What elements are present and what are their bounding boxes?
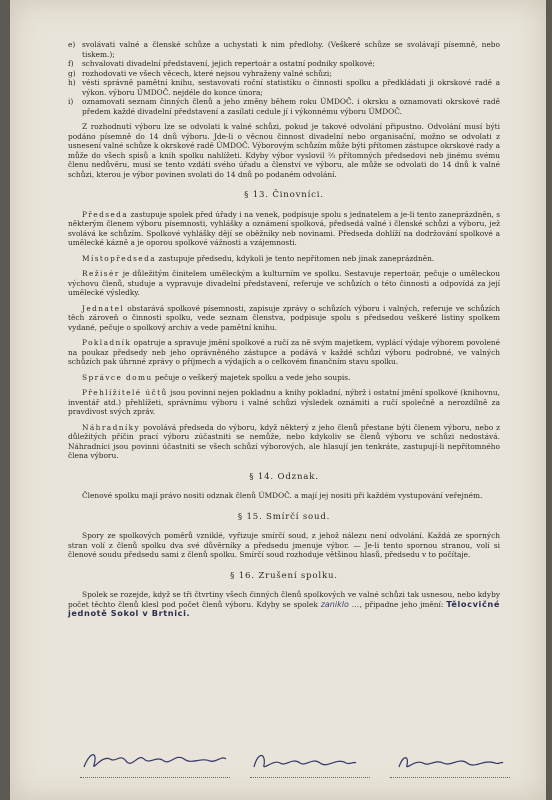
appeal-paragraph: Z rozhodnutí výboru lze se odvolati k valné schůzi, pokud je takové odvolání připustno. Odvolání musí býti podáno písemně do 14 dnů výboru. Jde-li o věcnou činnost divadelní nebo organisační, možno se odvolati z usnesení valné schůze k okrskové radě ÚMDOČ. Výborovým schůzím může býti přítomen zástupce okrskové rady a může do všech spisů a knih spolku nahlížeti. Kdyby výbor vyslovil ⅔ přítomných předsedovi neb jinému svému členu nedůvěru, musí se tento vzdáti svého úřadu a členství ve výboru, ale může se odvolati do 14 dnů k valné schůzi, kterou je výbor povinen svolati do 14 dnů po podaném odvolání.: [68, 122, 500, 179]
item-label: g): [68, 68, 76, 78]
item-text: schvalovati divadelní představení, jejich repertoár a ostatní podniky spolkové;: [82, 59, 375, 68]
role-paragraph-auditors: [68, 388, 500, 417]
role-term: Správce domu: [82, 372, 153, 382]
signature-left: [80, 745, 230, 775]
signature-right: [395, 749, 505, 775]
role-text: povolává předseda do výboru, když některý z jeho členů přestane býti členem výboru, nebo z důležitých příčin prací výboru zúčastniti se nemůže, nebo kdykoliv se členů výboru ve schůzi nedostává. Náhradníci jsou povinni účastniti se všech schůzí výborových, ale hlasují jen tenkráte, zastupují-li nepřítomného člena výboru.: [68, 422, 500, 460]
signature-line-middle: [250, 777, 370, 778]
item-text: rozhodovati ve všech věcech, které nejsou vyhraženy valné schůzi;: [82, 68, 332, 78]
section-14-text: Členové spolku mají právo nositi odznak členů ÚMDOČ. a mají jej nositi při každém vystupování veřejném.: [82, 491, 483, 500]
handwritten-insert: zaniklo ...: [320, 599, 360, 609]
section-16-continuation: , připadne jeho jmění:: [359, 599, 444, 609]
role-paragraph-house-manager: [68, 373, 500, 383]
section-15-heading: § 15. Smírčí soud.: [237, 511, 331, 522]
item-label: i): [68, 97, 74, 106]
role-paragraph-director: [68, 269, 500, 298]
role-text: opatruje a spravuje jmění spolkové a ručí za ně svým majetkem, vyplácí výdaje výborem povolené na poukaz předsedy neb jeho oprávněného zástupce a podává v každé schůzi výboru podrobné, ve valných schůzích pak úhrnné zprávy o příjmech a výdajích a o celkovém finančním stavu spolku.: [68, 338, 500, 366]
list-item: [68, 69, 500, 79]
list-item: [68, 40, 500, 59]
document-page: [10, 0, 546, 800]
section-14-heading: § 14. Odznak.: [249, 471, 319, 482]
signature-line-right: [390, 777, 510, 778]
role-term: Režisér: [82, 269, 120, 278]
role-term: Předseda: [82, 209, 129, 219]
section-15-text: Spory ze spolkových poměrů vzniklé, vyřizuje smírčí soud, z jehož nálezu není odvolání. Každá ze sporných stran volí z členů spolku dva své důvěrníky a předsedu jmenuje výbor. — Je-li tento spornou stranou, volí si členové soudu předsedu sami z členů spolku. Smírčí soud rozhoduje většinou hlasů, předsedu v to počítaje.: [68, 531, 500, 559]
item-text: vésti správně pamětní knihu, sestavovati roční statistiku o činnosti spolku a předkládati ji okrskové radě a výkon. výboru ÚMDOČ. nejdéle do konce února;: [82, 78, 500, 97]
role-paragraph-substitutes: [68, 423, 500, 461]
item-text: svolávati valné a členské schůze a uchystati k nim předlohy. (Veškeré schůze se svolávají písemně, nebo tiskem.);: [82, 40, 500, 59]
item-text: oznamovati seznam činných členů a jeho změny během roku ÚMDOČ. i okrsku a oznamovati okrskové radě předem každé divadelní představení a zasílati cedule jí i výkonnému výboru ÚMDOČ.: [82, 97, 500, 116]
rubber-stamp-text: Tělocvičné jednotě Sokol v Brtnici.: [68, 598, 500, 618]
item-list: [68, 40, 500, 116]
role-term: Pokladník: [82, 338, 132, 347]
role-text: obstarává spolkové písemnosti, zapisuje zprávy o schůzích výboru i valných, referuje ve schůzích těch zároveň o činnosti spolku, vede seznam členstva, podpisuje spolu s předsedou veškeré listiny spolkem vydané, pečuje o spolkový archiv a vede pamětní knihu.: [68, 303, 500, 332]
item-label: f): [68, 59, 74, 68]
signature-middle: [250, 747, 360, 775]
item-label: h): [68, 78, 76, 87]
list-item: [68, 97, 500, 116]
list-item: [68, 78, 500, 97]
signature-line-left: [80, 777, 230, 778]
role-paragraph-chairman: [68, 210, 500, 248]
section-16-text: [68, 590, 500, 619]
role-text: jsou povinni nejen pokladnu a knihy pokladní, nýbrž i ostatní jmění spolkové (knihovnu, inventář atd.) přehlížeti, správnímu výboru i valné schůzi výsledek oznámiti a ručí společně a nerozdílně za pravdivost svých zpráv.: [68, 388, 500, 416]
role-paragraph-secretary: [68, 304, 500, 333]
role-term: Místopředseda: [82, 253, 157, 263]
role-paragraph-vice-chairman: [68, 254, 500, 264]
item-label: e): [68, 40, 76, 49]
section-16-body: Spolek se rozejde, když se tři čtvrtiny všech činných členů spolkových ve valné schůzi tak usnesou, nebo kdyby počet těchto členů klesl pod počet členů výboru. Kdyby se spolek: [68, 590, 500, 609]
role-paragraph-treasurer: [68, 338, 500, 367]
role-text: je důležitým činitelem uměleckým a kulturním ve spolku. Sestavuje repertoár, pečuje o uměleckou výchovu členů, studuje a vypravuje divadelní představení, referuje ve schůzích o této činnosti a odpovídá za její umělecké výsledky.: [68, 269, 500, 297]
role-text: zastupuje spolek před úřady i na venek, podpisuje spolu s jednatelem a je-li tento zaneprázdněn, s některým členem výboru písemnosti, vyhlášky a oznámení spolková, předsedá valné i členské schůzi a výboru, jež svolává ke schůzím. Spolkové vyhlášky dějí se oběžníky neb novinami. Předseda dohlíží na dodržování spolkové a umělecké kázně a je oporou spolkové vážnosti a vzájemnosti.: [68, 209, 500, 247]
role-term: Přehlížitelé účtů: [82, 388, 168, 397]
list-item: [68, 59, 500, 69]
section-16-heading: § 16. Zrušení spolku.: [230, 570, 338, 581]
role-text: pečuje o veškerý majetek spolku a vede jeho soupis.: [152, 372, 351, 382]
document-body: [68, 40, 500, 619]
role-term: Náhradníky: [82, 422, 141, 432]
role-term: Jednatel: [82, 303, 125, 313]
role-text: zastupuje předsedu, kdykoli je tento nepřítomen neb jinak zaneprázdněn.: [156, 253, 435, 263]
section-13-heading: § 13. Činovníci.: [244, 190, 324, 200]
